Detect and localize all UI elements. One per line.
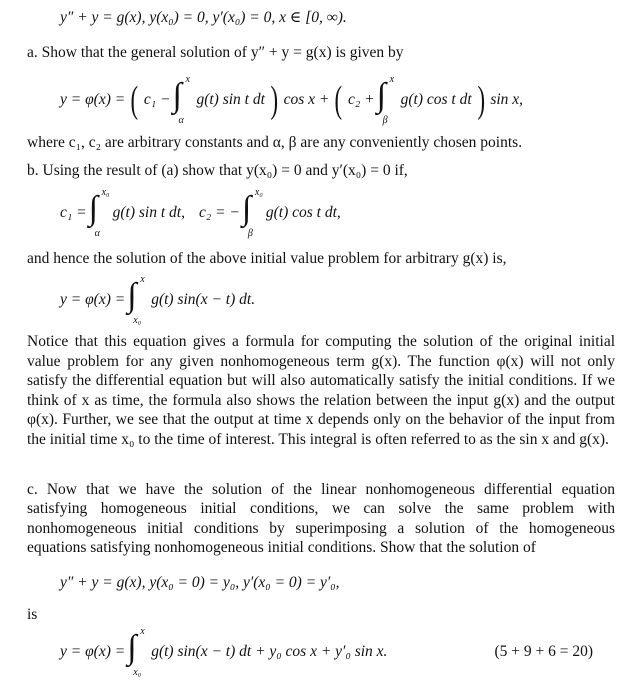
upper-limit: x₀ bbox=[254, 187, 263, 198]
integral-sign: ∫ x₀ α bbox=[88, 187, 110, 239]
right-paren: ) bbox=[477, 79, 485, 121]
ivp-equation: y″ + y = g(x), y(x₀) = 0, y′(x₀) = 0, x ∈ [0, ∞). bbox=[60, 9, 347, 26]
part-c-solution bbox=[60, 626, 615, 678]
left-paren: ( bbox=[130, 79, 139, 121]
part-a-text: a. Show that the general solution of y″ + y = g(x) is given by bbox=[27, 44, 404, 61]
integrand: g(t) sin t dt, bbox=[112, 204, 185, 221]
upper-limit: x bbox=[389, 74, 395, 85]
eq-lhs: y = φ(x) = bbox=[60, 643, 126, 660]
integral-sign: ∫ x₀ β bbox=[241, 187, 263, 239]
lower-limit: x₀ bbox=[133, 667, 142, 678]
lower-limit: β bbox=[247, 228, 253, 239]
c1-eq: c₁ = bbox=[60, 204, 87, 221]
integrand: g(t) sin t dt bbox=[196, 91, 265, 108]
eq-lhs: y = φ(x) = bbox=[60, 91, 126, 108]
part-b-text: b. Using the result of (a) show that y(x₀) = 0 and y′(x₀) = 0 if, bbox=[27, 162, 408, 179]
c2-eq: c₂ = − bbox=[198, 204, 240, 221]
integrand: g(t) sin(x − t) dt. bbox=[151, 291, 256, 308]
c2-term: c₂ + bbox=[348, 91, 375, 108]
upper-limit: x bbox=[140, 626, 145, 637]
part-b-constants bbox=[60, 187, 341, 239]
c1-term: c₁ − bbox=[143, 91, 171, 108]
integrand: g(t) sin(x − t) dt + y₀ cos x + y′₀ sin x. bbox=[151, 643, 388, 660]
eq-lhs: y = φ(x) = bbox=[60, 291, 126, 308]
lower-limit: x₀ bbox=[133, 315, 142, 326]
part-c-text: c. Now that we have the solution of the linear nonhomogeneous differential equation satisfying homogeneous initial conditions, we can solve the same problem with nonhomogeneous initial conditions by superimposing a solution of the homogeneous equations satisfying nonhomogeneous initial conditions. Show that the solution of bbox=[27, 481, 615, 556]
lower-limit: β bbox=[382, 115, 388, 126]
where-text: where c₁, c₂ are arbitrary constants and α, β are any conveniently chosen points. bbox=[27, 134, 523, 151]
is-text: is bbox=[27, 606, 38, 623]
lower-limit: α bbox=[178, 115, 184, 126]
part-c-ivp: y″ + y = g(x), y(x₀ = 0) = y₀, y′(x₀ = 0) = y′₀, bbox=[60, 574, 340, 591]
upper-limit: x bbox=[185, 74, 190, 85]
upper-limit: x bbox=[140, 274, 145, 285]
upper-limit: x₀ bbox=[101, 187, 110, 198]
cos-term: cos x + bbox=[283, 91, 330, 108]
integrand: g(t) cos t dt, bbox=[265, 204, 341, 221]
lower-limit: α bbox=[94, 228, 100, 239]
integral-sign: ∫ x α bbox=[172, 74, 190, 126]
part-a-general-solution bbox=[60, 74, 524, 126]
left-paren: ( bbox=[334, 79, 343, 121]
hence-text: and hence the solution of the above initial value problem for arbitrary g(x) is, bbox=[27, 250, 507, 267]
integral-sign: ∫ x x₀ bbox=[127, 626, 145, 678]
notice-paragraph: Notice that this equation gives a formula for computing the solution of the original initial value problem for any given nonhomogeneous term g(x). The function φ(x) will not only satisfy the differential equation but will also automatically satisfy the initial conditions. If we think of x as time, the formula also shows the relation between the input g(x) and the output φ(x). Further, we see that the output at time x depends only on the behavior of the input from the initial time x₀ to the time of interest. This integral is often referred to as the sin x and g(x). bbox=[27, 333, 615, 448]
part-b-solution bbox=[60, 274, 256, 326]
integrand: g(t) cos t dt bbox=[400, 91, 472, 108]
right-paren: ) bbox=[270, 79, 279, 121]
integral-sign: ∫ x x₀ bbox=[127, 274, 145, 326]
marks-label: (5 + 9 + 6 = 20) bbox=[494, 643, 593, 660]
sin-term: sin x, bbox=[490, 91, 524, 108]
integral-sign: ∫ x β bbox=[376, 74, 395, 126]
